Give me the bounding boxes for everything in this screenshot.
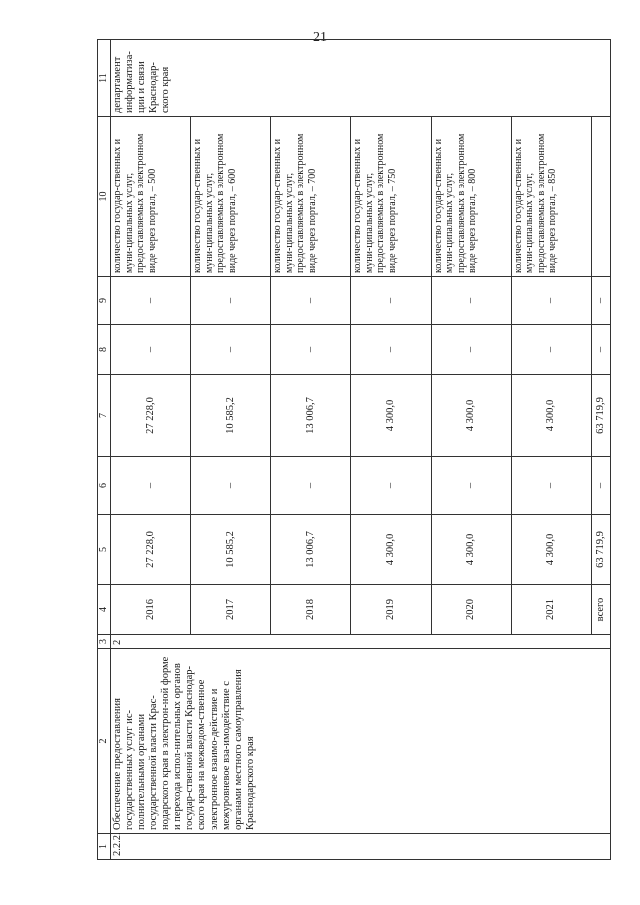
header-cell-9: 9 [98, 277, 111, 325]
local-cell: – [431, 325, 511, 375]
year-cell: 2020 [431, 585, 511, 635]
federal-cell: – [511, 457, 591, 515]
header-cell-11: 11 [98, 40, 111, 117]
indicator-cell: количество государ-ственных и муни-ципальных услуг, предоставляемых в электронном виде через портал, – 700 [271, 117, 351, 277]
local-cell: – [191, 325, 271, 375]
local-cell: – [271, 325, 351, 375]
total-cell: 4 300,0 [431, 515, 511, 585]
header-cell-8: 8 [98, 325, 111, 375]
total-cell: 27 228,0 [111, 515, 191, 585]
header-cell-4: 4 [98, 585, 111, 635]
total-cell: 10 585,2 [191, 515, 271, 585]
indicator-cell-empty [592, 117, 611, 277]
total-cell: 4 300,0 [351, 515, 431, 585]
other-cell: – [592, 277, 611, 325]
other-cell: – [191, 277, 271, 325]
year-cell: 2018 [271, 585, 351, 635]
item-number: 2.2.2. [111, 834, 611, 860]
header-cell-1: 1 [98, 834, 111, 860]
total-cell: 63 719,9 [592, 515, 611, 585]
other-cell: – [111, 277, 191, 325]
header-cell-2: 2 [98, 649, 111, 834]
responsible-cell: департамент информатиза-ции и связи Краснодар-ского края [111, 40, 611, 117]
header-cell-5: 5 [98, 515, 111, 585]
regional-cell: 13 006,7 [271, 375, 351, 457]
item-name: Обеспечение предоставления государственных услуг ис-полнительными органами государственной власти Крас-нодарского края в электрон-ной форме и перехода испол-нительных органов государ-ственной власти Краснодар-ского края на межведом-ственное электронное взаимо-действие и межуровневое вза-имодействие с органами местного самоуправления Краснодарского края [111, 649, 611, 834]
year-cell: 2017 [191, 585, 271, 635]
local-cell: – [111, 325, 191, 375]
total-cell: 4 300,0 [511, 515, 591, 585]
header-cell-10: 10 [98, 117, 111, 277]
regional-cell: 4 300,0 [351, 375, 431, 457]
indicator-cell: количество государ-ственных и муни-ципальных услуг, предоставляемых в электронном виде через портал, – 500 [111, 117, 191, 277]
table-row [111, 40, 191, 860]
regional-cell: 4 300,0 [511, 375, 591, 457]
federal-cell: – [351, 457, 431, 515]
program-table [97, 39, 611, 860]
federal-cell: – [111, 457, 191, 515]
regional-cell: 27 228,0 [111, 375, 191, 457]
other-cell: – [271, 277, 351, 325]
total-cell: 13 006,7 [271, 515, 351, 585]
header-cell-3: 3 [98, 635, 111, 649]
other-cell: – [511, 277, 591, 325]
regional-cell: 63 719,9 [592, 375, 611, 457]
federal-cell: – [431, 457, 511, 515]
indicator-cell: количество государ-ственных и муни-ципальных услуг, предоставляемых в электронном виде через портал, – 750 [351, 117, 431, 277]
header-cell-6: 6 [98, 457, 111, 515]
indicator-cell: количество государ-ственных и муни-ципальных услуг, предоставляемых в электронном виде через портал, – 850 [511, 117, 591, 277]
indicator-cell: количество государ-ственных и муни-ципальных услуг, предоставляемых в электронном виде через портал, – 600 [191, 117, 271, 277]
federal-cell: – [592, 457, 611, 515]
header-cell-7: 7 [98, 375, 111, 457]
rotated-table-container [97, 40, 611, 860]
local-cell: – [511, 325, 591, 375]
other-cell: – [351, 277, 431, 325]
indicator-cell: количество государ-ственных и муни-ципальных услуг, предоставляемых в электронном виде через портал, – 800 [431, 117, 511, 277]
item-source: 2 [111, 635, 611, 649]
total-label: всего [592, 585, 611, 635]
local-cell: – [351, 325, 431, 375]
local-cell: – [592, 325, 611, 375]
year-cell: 2021 [511, 585, 591, 635]
regional-cell: 4 300,0 [431, 375, 511, 457]
federal-cell: – [271, 457, 351, 515]
year-cell: 2016 [111, 585, 191, 635]
year-cell: 2019 [351, 585, 431, 635]
header-row [98, 40, 111, 860]
page-number: 21 [313, 30, 327, 45]
federal-cell: – [191, 457, 271, 515]
regional-cell: 10 585,2 [191, 375, 271, 457]
other-cell: – [431, 277, 511, 325]
